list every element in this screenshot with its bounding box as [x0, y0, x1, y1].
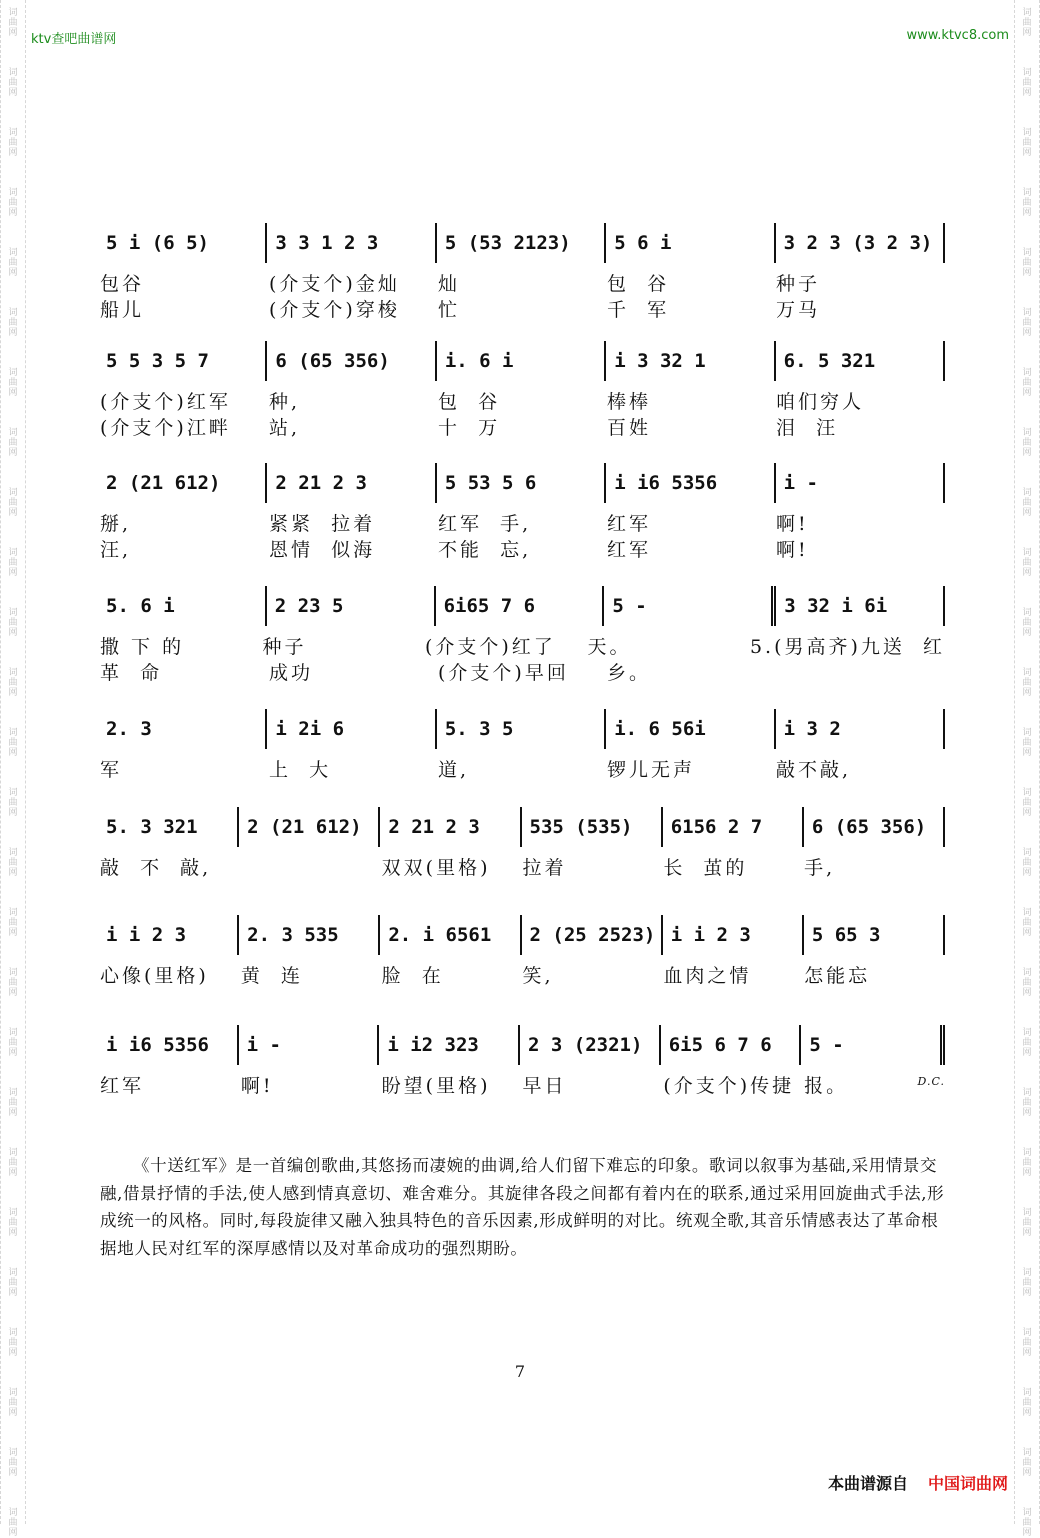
page-number: 7	[514, 1362, 526, 1381]
measure: 3 3 1 2 3	[267, 223, 436, 263]
border-watermark-mark: 词 曲 网	[8, 68, 18, 98]
measure: 6 (65 356)	[804, 807, 945, 847]
measure: i 3 32 1	[606, 341, 775, 381]
lyrics-verse-2	[100, 535, 945, 561]
lyric-segment: 敲不敲,	[776, 759, 852, 781]
right-border-strip	[1014, 0, 1040, 1538]
notation-line	[100, 1025, 945, 1065]
measure: 5 5 3 5 7	[100, 341, 267, 381]
lyric-segment: 百姓	[607, 417, 652, 439]
lyric-segment: 锣儿无声	[607, 759, 696, 781]
border-watermark-mark: 词 曲 网	[8, 488, 18, 518]
lyric-segment: 革 命	[100, 662, 163, 684]
lyric-segment: 笑,	[522, 965, 554, 987]
lyric-segment: 棒棒	[607, 391, 652, 413]
border-watermark-mark: 词 曲 网	[1022, 848, 1032, 878]
lyrics-verse-1	[100, 1071, 945, 1097]
border-watermark-mark: 词 曲 网	[1022, 908, 1032, 938]
lyric-segment: 啊!	[776, 513, 809, 535]
measure: i. 6 56i	[606, 709, 775, 749]
border-watermark-mark: 词 曲 网	[1022, 8, 1032, 38]
border-watermark-mark: 词 曲 网	[1022, 548, 1032, 578]
lyric-segment: 汪,	[100, 539, 132, 561]
measure: 5 53 5 6	[437, 463, 606, 503]
border-watermark-mark: 词 曲 网	[1022, 1088, 1032, 1118]
lyric-segment: 红军	[100, 1075, 145, 1097]
measure: i -	[776, 463, 945, 503]
lyric-segment: 站,	[269, 417, 301, 439]
border-watermark-mark: 词 曲 网	[1022, 1208, 1032, 1238]
border-watermark-mark: 词 曲 网	[8, 8, 18, 38]
lyrics-verse-1	[100, 961, 945, 987]
lyric-segment: 包 谷	[607, 273, 670, 295]
lyric-segment: 泪 汪	[776, 417, 839, 439]
score-system-6	[100, 799, 945, 907]
measure: 2 21 2 3	[267, 463, 436, 503]
measure: 5 -	[604, 586, 776, 626]
score-system-2	[100, 333, 945, 455]
border-watermark-mark: 词 曲 网	[1022, 308, 1032, 338]
border-watermark-mark: 词 曲 网	[1022, 488, 1032, 518]
lyrics-verse-2	[100, 658, 945, 684]
lyric-segment: 敲 不 敲,	[100, 857, 212, 879]
score-system-8	[100, 1017, 945, 1097]
lyric-segment: 上 大	[269, 759, 332, 781]
notation-line	[100, 463, 945, 503]
lyric-segment: (介支个)早回	[438, 662, 569, 684]
lyrics-verse-1	[100, 632, 945, 658]
lyric-segment: 早日	[522, 1075, 567, 1097]
notation-line	[100, 341, 945, 381]
border-watermark-mark: 词 曲 网	[8, 1388, 18, 1418]
measure: 5. 6 i	[100, 586, 267, 626]
notation-line	[100, 709, 945, 749]
lyric-segment: 报。	[804, 1075, 849, 1097]
footer-credit	[828, 1471, 1008, 1494]
lyric-segment: 种子	[776, 273, 821, 295]
lyric-segment: 军	[100, 759, 123, 781]
border-watermark-mark: 词 曲 网	[8, 128, 18, 158]
border-watermark-mark: 词 曲 网	[1022, 1448, 1032, 1478]
lyric-segment: (介支个)穿梭	[269, 299, 400, 321]
border-watermark-mark: 词 曲 网	[1022, 668, 1032, 698]
border-watermark-mark: 词 曲 网	[8, 248, 18, 278]
lyrics-verse-1	[100, 853, 945, 879]
border-watermark-mark: 词 曲 网	[8, 548, 18, 578]
border-watermark-mark: 词 曲 网	[1022, 1388, 1032, 1418]
border-watermark-mark: 词 曲 网	[1022, 608, 1032, 638]
lyric-segment: 咱们穷人	[776, 391, 865, 413]
border-watermark-mark: 词 曲 网	[8, 1508, 18, 1538]
measure: i i 2 3	[100, 915, 239, 955]
border-watermark-mark: 词 曲 网	[8, 1268, 18, 1298]
lyric-segment: 乡。	[607, 662, 652, 684]
measure: 5 65 3	[804, 915, 945, 955]
border-watermark-mark: 词 曲 网	[8, 1328, 18, 1358]
lyric-segment: 千 军	[607, 299, 670, 321]
border-watermark-mark: 词 曲 网	[1022, 428, 1032, 458]
measure: 6156 2 7	[663, 807, 804, 847]
score-system-7	[100, 907, 945, 1017]
border-watermark-mark: 词 曲 网	[1022, 188, 1032, 218]
measure: 3 32 i 6i	[776, 586, 945, 626]
measure: 2 3 (2321)	[520, 1025, 661, 1065]
lyric-segment: 拉着	[522, 857, 567, 879]
measure: i i 2 3	[663, 915, 804, 955]
measure: 6i65 7 6	[436, 586, 605, 626]
measure: i 3 2	[776, 709, 945, 749]
lyric-segment: 脸 在	[381, 965, 444, 987]
border-watermark-mark: 词 曲 网	[1022, 248, 1032, 278]
measure: 6. 5 321	[776, 341, 945, 381]
border-watermark-mark: 词 曲 网	[1022, 1268, 1032, 1298]
lyric-segment: (介支个)传捷	[663, 1075, 795, 1097]
lyric-segment: 心像(里格)	[100, 965, 209, 987]
lyric-segment: 道,	[438, 759, 470, 781]
notation-line	[100, 915, 945, 955]
score-system-5	[100, 701, 945, 799]
border-watermark-mark: 词 曲 网	[8, 1208, 18, 1238]
lyric-segment: 灿	[438, 273, 461, 295]
measure: 5 6 i	[606, 223, 775, 263]
left-border-strip	[0, 0, 26, 1538]
border-watermark-mark: 词 曲 网	[8, 1028, 18, 1058]
da-capo-mark: D.C.	[917, 1075, 945, 1088]
measure: 2 (21 612)	[100, 463, 267, 503]
border-watermark-mark: 词 曲 网	[1022, 128, 1032, 158]
description-paragraph: 《十送红军》是一首编创歌曲,其悠扬而凄婉的曲调,给人们留下难忘的印象。歌词以叙事为基础,采用情景交融,借景抒情的手法,使人感到情真意切、难舍难分。其旋律各段之间都有着内在的联系,通过采用回旋曲式手法,形成统一的风格。同时,每段旋律又融入独具特色的音乐因素,形成鲜明的对比。统观全歌,其音乐情感表达了革命根据地人民对红军的深厚感情以及对革命成功的强烈期盼。	[100, 1156, 945, 1258]
lyric-segment: 啊!	[776, 539, 809, 561]
lyric-segment: 种子	[262, 636, 307, 658]
lyric-segment	[241, 853, 382, 879]
border-watermark-mark: 词 曲 网	[1022, 68, 1032, 98]
lyric-segment: 红军	[607, 513, 652, 535]
lyric-segment: 撒 下 的	[100, 636, 185, 658]
measure: i -	[239, 1025, 380, 1065]
border-watermark-mark: 词 曲 网	[8, 728, 18, 758]
measure: 2 23 5	[267, 586, 436, 626]
lyric-segment: 血肉之情	[663, 965, 752, 987]
lyric-segment: 啊!	[240, 1075, 274, 1097]
lyric-segment: 包 谷	[438, 391, 501, 413]
score-system-4	[100, 578, 945, 701]
measure: i i6 5356	[100, 1025, 239, 1065]
border-watermark-mark: 词 曲 网	[8, 608, 18, 638]
measure: 2 21 2 3	[380, 807, 521, 847]
border-watermark-mark: 词 曲 网	[8, 848, 18, 878]
song-description	[100, 1152, 945, 1262]
measure: 5. 3 5	[437, 709, 606, 749]
lyric-segment: 双双(里格)	[381, 857, 491, 879]
border-watermark-mark: 词 曲 网	[1022, 1328, 1032, 1358]
measure: 3 2 3 (3 2 3)	[776, 223, 945, 263]
measure: 2. i 6561	[380, 915, 521, 955]
lyric-segment: 忙	[438, 299, 461, 321]
measure: 535 (535)	[522, 807, 663, 847]
lyric-segment	[776, 658, 945, 684]
lyrics-verse-1	[100, 509, 945, 535]
border-watermark-mark: 词 曲 网	[1022, 1028, 1032, 1058]
lyric-segment: 红军 手,	[438, 513, 532, 535]
lyric-segment: 紧紧 拉着	[269, 513, 376, 535]
lyric-segment: 手,	[804, 857, 836, 879]
measure: i i2 323	[379, 1025, 520, 1065]
header-site-name[interactable]: ktv查吧曲谱网	[31, 32, 117, 47]
footer-site-link[interactable]: 中国词曲网	[927, 1474, 1008, 1493]
lyric-segment: 红军	[607, 539, 652, 561]
lyric-segment: 天。	[587, 636, 632, 658]
measure: i i6 5356	[606, 463, 775, 503]
measure: 2. 3	[100, 709, 267, 749]
border-watermark-mark: 词 曲 网	[8, 368, 18, 398]
lyric-segment: 怎能忘	[804, 965, 871, 987]
lyric-segment: 掰,	[100, 513, 132, 535]
measure: 5 (53 2123)	[437, 223, 606, 263]
measure: 5 -	[801, 1025, 945, 1065]
lyric-segment: 盼望(里格)	[381, 1075, 491, 1097]
measure: 5. 3 321	[100, 807, 239, 847]
border-watermark-mark: 词 曲 网	[8, 788, 18, 818]
lyric-segment: 成功	[269, 662, 314, 684]
border-watermark-mark: 词 曲 网	[1022, 1148, 1032, 1178]
lyrics-verse-2	[100, 413, 945, 439]
border-watermark-mark: 词 曲 网	[8, 668, 18, 698]
lyric-segment: 万马	[776, 299, 821, 321]
border-watermark-mark: 词 曲 网	[8, 968, 18, 998]
footer-source-label: 本曲谱源自	[827, 1474, 908, 1493]
measure: 6i5 6 7 6	[661, 1025, 802, 1065]
score-system-1	[100, 215, 945, 333]
header-site-url[interactable]: www.ktvc8.com	[906, 28, 1009, 43]
border-watermark-mark: 词 曲 网	[1022, 368, 1032, 398]
measure: 2 (21 612)	[239, 807, 380, 847]
measure: 6 (65 356)	[267, 341, 436, 381]
score-system-3	[100, 455, 945, 578]
border-watermark-mark: 词 曲 网	[8, 428, 18, 458]
measure: 5 i (6 5)	[100, 223, 267, 263]
lyric-segment: 种,	[269, 391, 301, 413]
border-watermark-mark: 词 曲 网	[1022, 1508, 1032, 1538]
lyrics-verse-2	[100, 295, 945, 321]
border-watermark-mark: 词 曲 网	[8, 1448, 18, 1478]
border-watermark-mark: 词 曲 网	[1022, 968, 1032, 998]
lyric-segment: 恩情 似海	[269, 539, 376, 561]
lyric-segment: (介支个)金灿	[269, 273, 400, 295]
border-watermark-mark: 词 曲 网	[8, 1148, 18, 1178]
lyric-segment: (介支个)红军	[100, 391, 231, 413]
lyric-segment: 包谷	[100, 273, 145, 295]
measure: i 2i 6	[267, 709, 436, 749]
lyric-segment: 十 万	[438, 417, 501, 439]
border-watermark-mark: 词 曲 网	[8, 1088, 18, 1118]
jianpu-score	[100, 215, 945, 1097]
lyric-segment: 黄 连	[240, 965, 303, 987]
border-watermark-mark: 词 曲 网	[1022, 728, 1032, 758]
lyrics-verse-1	[100, 755, 945, 781]
lyric-segment: 不能 忘,	[438, 539, 532, 561]
lyric-segment: 长 茧的	[663, 857, 748, 879]
border-watermark-mark: 词 曲 网	[8, 188, 18, 218]
border-watermark-mark: 词 曲 网	[8, 308, 18, 338]
measure: i. 6 i	[437, 341, 606, 381]
lyrics-verse-1	[100, 269, 945, 295]
lyric-segment: (介支个)红了	[424, 636, 556, 658]
border-watermark-mark: 词 曲 网	[1022, 788, 1032, 818]
notation-line	[100, 586, 945, 626]
lyric-segment: (介支个)江畔	[100, 417, 231, 439]
lyric-segment: 5.(男高齐)九送 红	[749, 636, 945, 658]
lyrics-verse-1	[100, 387, 945, 413]
border-watermark-mark: 词 曲 网	[8, 908, 18, 938]
measure: 2 (25 2523)	[522, 915, 663, 955]
notation-line	[100, 807, 945, 847]
measure: 2. 3 535	[239, 915, 380, 955]
lyric-segment: 船儿	[100, 299, 145, 321]
notation-line	[100, 223, 945, 263]
